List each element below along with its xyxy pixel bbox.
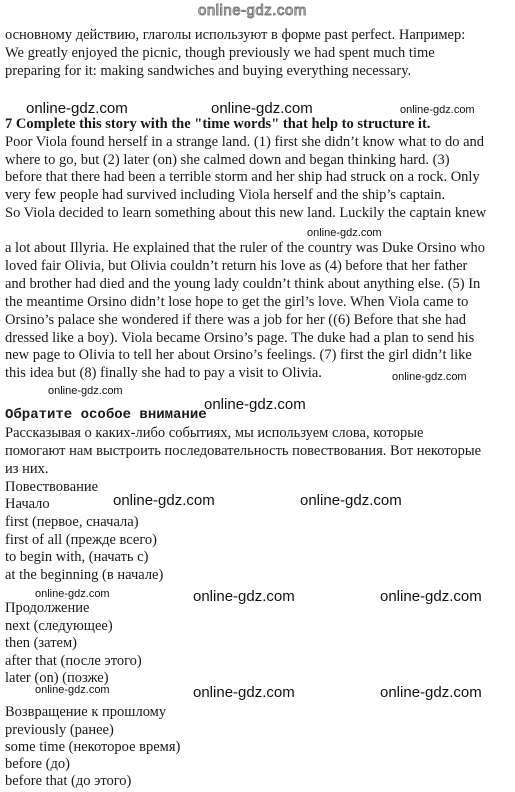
section-title: Возвращение к прошлому — [5, 704, 167, 720]
section-title: Начало — [5, 496, 50, 512]
story-line: loved fair Olivia, but Olivia couldn’t return his love as (4) before that her father — [5, 258, 468, 274]
watermark: online-gdz.com — [392, 371, 467, 383]
section-title: Продолжение — [5, 600, 90, 616]
watermark: online-gdz.com — [307, 227, 382, 239]
story-line: before that there had been a terrible storm and her ship had struck on a rock. Only — [5, 169, 480, 185]
intro-line: We greatly enjoyed the picnic, though previously we had spent much time — [5, 45, 435, 61]
watermark: online-gdz.com — [193, 684, 295, 701]
list-item: first (первое, сначала) — [5, 514, 139, 530]
watermark: online-gdz.com — [380, 588, 482, 605]
story-line: this idea but (8) finally she had to pay a visit to Olivia. — [5, 365, 322, 381]
watermark: online-gdz.com — [400, 104, 475, 116]
list-item: before that (до этого) — [5, 773, 132, 789]
story-line: a lot about Illyria. He explained that the ruler of the country was Duke Orsino who — [5, 240, 485, 256]
story-line: dressed like a boy). Viola became Orsino’s page. The duke had a plan to send his — [5, 330, 475, 346]
watermark: online-gdz.com — [380, 684, 482, 701]
list-item: to begin with, (начать с) — [5, 549, 149, 565]
story-line: the meantime Orsino didn’t lose hope to get the girl’s love. When Viola came to — [5, 294, 469, 310]
watermark: online-gdz.com — [48, 385, 123, 397]
watermark: online-gdz.com — [113, 492, 215, 509]
story-line: very few people had survived including Viola herself and the ship’s captain. — [5, 187, 446, 203]
exercise-title: 7 Complete this story with the "time words" that help to structure it. — [5, 116, 431, 132]
story-line: Orsino’s palace she wondered if there was a job for her ((6) Before that she had — [5, 312, 467, 328]
list-item: some time (некоторое время) — [5, 739, 181, 755]
list-item: at the beginning (в начале) — [5, 567, 164, 583]
story-line: new page to Olivia to tell her about Orsino’s feelings. (7) first the girl didn’t like — [5, 347, 472, 363]
watermark: online-gdz.com — [35, 588, 110, 600]
watermark: online-gdz.com — [193, 588, 295, 605]
header-watermark: online-gdz.com — [198, 2, 307, 19]
watermark: online-gdz.com — [300, 492, 402, 509]
intro-line: preparing for it: making sandwiches and buying everything necessary. — [5, 63, 412, 79]
story-line: So Viola decided to learn something about this new land. Luckily the captain knew — [5, 205, 487, 221]
narrative-heading: Повествование — [5, 479, 99, 495]
list-item: previously (ранее) — [5, 722, 114, 738]
attention-title: Обратите особое внимание — [5, 407, 207, 423]
list-item: first of all (прежде всего) — [5, 532, 158, 548]
intro-line: основному действию, глаголы используют в форме past perfect. Например: — [5, 27, 466, 43]
watermark: online-gdz.com — [211, 100, 313, 117]
attention-text-line: Рассказывая о каких-либо событиях, мы используем слова, которые — [5, 425, 424, 441]
list-item: after that (после этого) — [5, 653, 142, 669]
list-item: then (затем) — [5, 635, 77, 651]
list-item: next (следующее) — [5, 618, 113, 634]
list-item: later (on) (позже) — [5, 670, 109, 686]
watermark: online-gdz.com — [35, 684, 110, 696]
attention-text-line: из них. — [5, 461, 49, 477]
story-line: where to go, but (2) later (on) she calmed down and began thinking hard. (3) — [5, 152, 450, 168]
attention-text-line: помогают нам выстроить последовательность повествования. Вот некоторые — [5, 443, 482, 459]
list-item: before (до) — [5, 756, 70, 772]
watermark: online-gdz.com — [204, 396, 306, 413]
watermark: online-gdz.com — [26, 100, 128, 117]
story-line: Poor Viola found herself in a strange land. (1) first she didn’t know what to do and — [5, 134, 485, 150]
story-line: and brother had died and the young lady couldn’t think about anything else. (5) In — [5, 276, 481, 292]
